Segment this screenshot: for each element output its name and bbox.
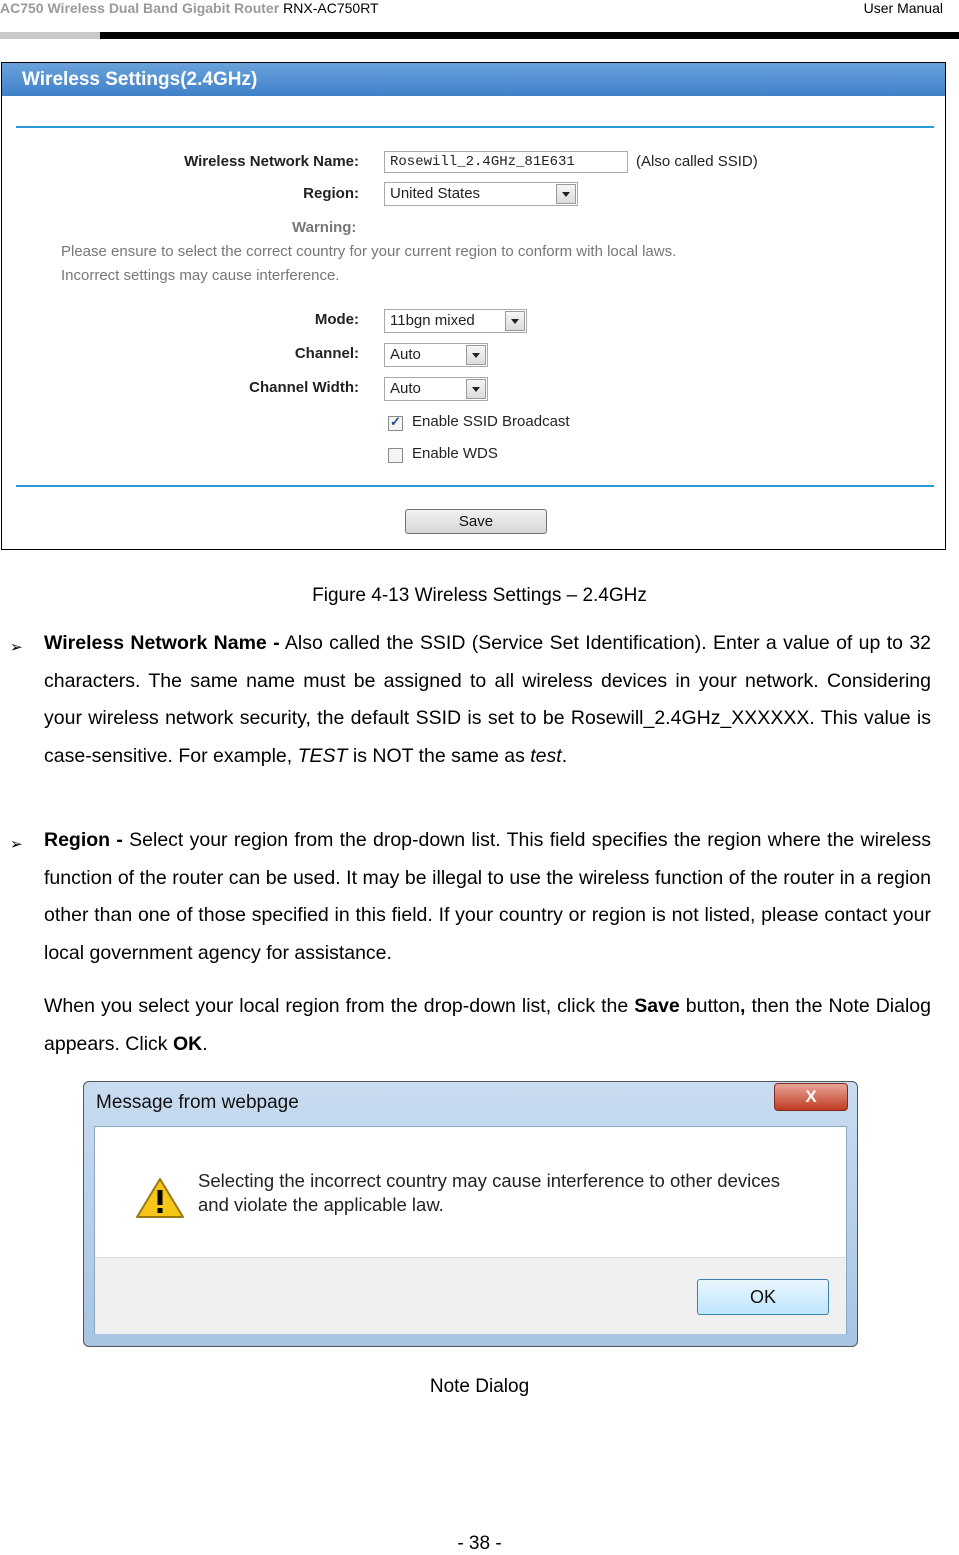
chevron-down-icon bbox=[556, 184, 576, 204]
channel-select[interactable] bbox=[384, 343, 488, 367]
ssid-input[interactable]: Rosewill_2.4GHz_81E631 bbox=[384, 151, 628, 173]
channel-width-select[interactable] bbox=[384, 377, 488, 401]
wds-label: Enable WDS bbox=[412, 445, 498, 462]
ok-button[interactable]: OK bbox=[697, 1279, 829, 1315]
region-select[interactable] bbox=[384, 182, 578, 206]
chevron-down-icon bbox=[466, 379, 486, 399]
header-model: RNX-AC750RT bbox=[283, 0, 379, 16]
chevron-down-icon bbox=[466, 345, 486, 365]
page-header bbox=[0, 0, 959, 40]
save-button[interactable]: Save bbox=[405, 509, 547, 534]
region-value: United States bbox=[390, 185, 481, 202]
channel-value: Auto bbox=[390, 346, 421, 363]
mode-label: Mode: bbox=[314, 311, 359, 328]
bullet-icon: ➢ bbox=[10, 639, 23, 656]
chevron-down-icon bbox=[505, 311, 525, 331]
close-icon: X bbox=[805, 1087, 817, 1106]
figure1-caption: Figure 4-13 Wireless Settings – 2.4GHz bbox=[312, 585, 647, 606]
wds-checkbox[interactable] bbox=[388, 448, 403, 463]
dialog-message bbox=[198, 1169, 780, 1217]
header-rule-black bbox=[100, 32, 959, 39]
channel-width-label: Channel Width: bbox=[249, 379, 359, 396]
header-rule-grey bbox=[0, 32, 100, 39]
figure2-caption: Note Dialog bbox=[429, 1376, 530, 1397]
message-dialog bbox=[83, 1081, 858, 1347]
header-product: AC750 Wireless Dual Band Gigabit Router RNX-AC750RT bbox=[0, 0, 379, 16]
ssid-broadcast-checkbox[interactable] bbox=[388, 416, 403, 431]
ssid-label: Wireless Network Name: bbox=[184, 153, 359, 170]
dialog-message-line-2: and violate the applicable law. bbox=[198, 1194, 444, 1215]
divider-bottom bbox=[16, 485, 934, 487]
ssid-broadcast-label: Enable SSID Broadcast bbox=[412, 413, 570, 430]
warning-label: Warning: bbox=[292, 219, 357, 236]
warning-icon bbox=[135, 1177, 185, 1219]
region-description: Region - Select your region from the drop-down list. This field specifies the region where the wireless function of the router can be used. It may be illegal to use the wireless function of the router in a region other than one of those specified in this field. If your country or region is not listed, please contact your local government agency for assistance. bbox=[44, 829, 931, 964]
ssid-note: (Also called SSID) bbox=[636, 153, 758, 170]
bullet-icon: ➢ bbox=[10, 836, 23, 853]
settings-title: Wireless Settings(2.4GHz) bbox=[2, 63, 945, 96]
page-number: - 38 - bbox=[457, 1533, 502, 1554]
warning-line-1: Please ensure to select the correct country for your current region to conform with local laws. bbox=[61, 243, 677, 260]
wireless-settings-figure bbox=[1, 62, 946, 550]
divider-top bbox=[16, 126, 934, 128]
channel-width-value: Auto bbox=[390, 380, 421, 397]
mode-value: 11bgn mixed bbox=[390, 312, 475, 329]
note-paragraph: When you select your local region from the drop-down list, click the Save button, then the Note Dialog appears. Click OK. bbox=[44, 995, 931, 1055]
header-doc-type: User Manual bbox=[863, 0, 943, 16]
dialog-message-line-1: Selecting the incorrect country may cause interference to other devices bbox=[198, 1170, 781, 1191]
mode-select[interactable] bbox=[384, 309, 527, 333]
ssid-description: Wireless Network Name - Also called the SSID (Service Set Identification). Enter a value of up to 32 characters. The same name must be assigned to all wireless devices in your network. Considering your wireless network security, the default SSID is set to be Rosewill_2.4GHz_XXXXXX. This value is case-sensitive. For example, TEST is NOT the same as test. bbox=[44, 632, 932, 767]
region-label: Region: bbox=[303, 185, 359, 202]
warning-line-2: Incorrect settings may cause interference. bbox=[61, 267, 340, 284]
dialog-body bbox=[94, 1126, 847, 1334]
close-button[interactable] bbox=[774, 1083, 848, 1111]
dialog-title: Message from webpage bbox=[96, 1092, 299, 1113]
channel-label: Channel: bbox=[294, 345, 359, 362]
